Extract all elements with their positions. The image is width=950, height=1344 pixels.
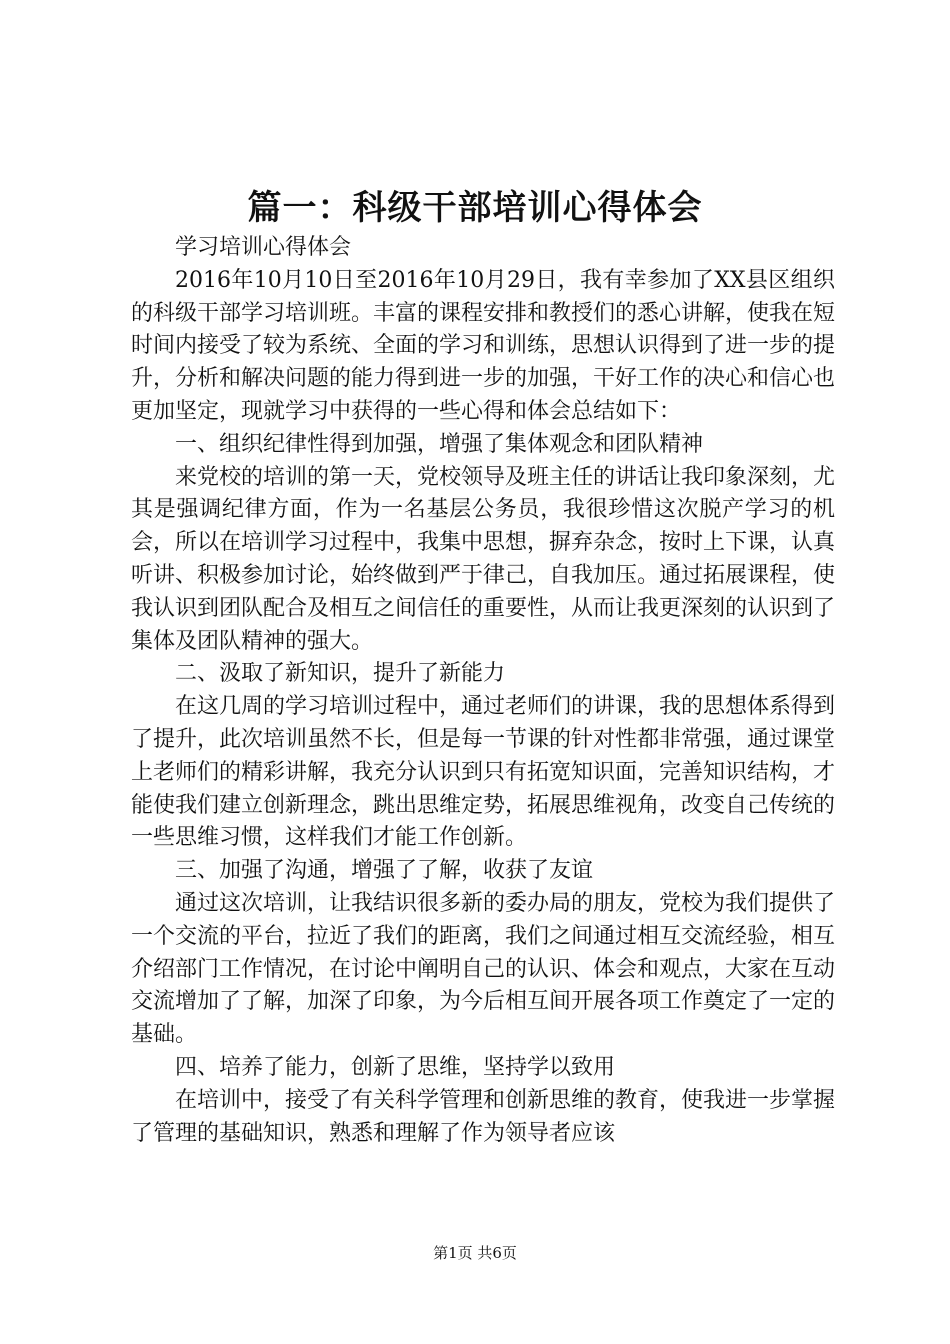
- section-heading-4: 四、培养了能力，创新了思维，坚持学以致用: [175, 1054, 616, 1080]
- paragraph-section-3: 通过这次培训，让我结识很多新的委办局的朋友，党校为我们提供了一个交流的平台，拉近了我们的距离，我们之间通过相互交流经验，相互介绍部门工作情况，在讨论中阐明自己的认识、体会和观点，大家在互动交流增加了了解，加深了印象，为今后相互间开展各项工作奠定了一定的基础。: [131, 890, 836, 1048]
- paragraph-section-2: 在这几周的学习培训过程中，通过老师们的讲课，我的思想体系得到了提升，此次培训虽然不长，但是每一节课的针对性都非常强，通过课堂上老师们的精彩讲解，我充分认识到只有拓宽知识面，完善知识结构，才能使我们建立创新理念，跳出思维定势，拓展思维视角，改变自己传统的一些思维习惯，这样我们才能工作创新。: [131, 694, 836, 851]
- paragraph-section-4: 在培训中，接受了有关科学管理和创新思维的教育，使我进一步掌握了管理的基础知识，熟悉和理解了作为领导者应该: [131, 1087, 836, 1146]
- paragraph-heading-intro: 学习培训心得体会: [175, 235, 352, 260]
- paragraph-intro: 2016年10月10日至2016年10月29日，我有幸参加了XX县区组织的科级干部学习培训班。丰富的课程安排和教授们的悉心讲解，使我在短时间内接受了较为系统、全面的学习和训练，思想认识得到了进一步的提升，分析和解决问题的能力得到进一步的加强，干好工作的决心和信心也更加坚定，现就学习中获得的一些心得和体会总结如下：: [131, 267, 836, 424]
- paragraph-section-1: 来党校的培训的第一天，党校领导及班主任的讲话让我印象深刻，尤其是强调纪律方面，作为一名基层公务员，我很珍惜这次脱产学习的机会，所以在培训学习过程中，我集中思想，摒弃杂念，按时上下课，认真听讲、积极参加讨论，始终做到严于律己，自我加压。通过拓展课程，使我认识到团队配合及相互之间信任的重要性，从而让我更深刻的认识到了集体及团队精神的强大。: [131, 464, 836, 654]
- document-title: 篇一：科级干部培训心得体会: [247, 188, 703, 228]
- page-number-footer: 第1页 共6页: [433, 1244, 517, 1262]
- section-heading-3: 三、加强了沟通，增强了了解，收获了友谊: [175, 858, 594, 884]
- document-body: [131, 232, 835, 1150]
- section-heading-1: 一、组织纪律性得到加强，增强了集体观念和团队精神: [175, 431, 704, 457]
- section-heading-2: 二、汲取了新知识，提升了新能力: [175, 661, 506, 687]
